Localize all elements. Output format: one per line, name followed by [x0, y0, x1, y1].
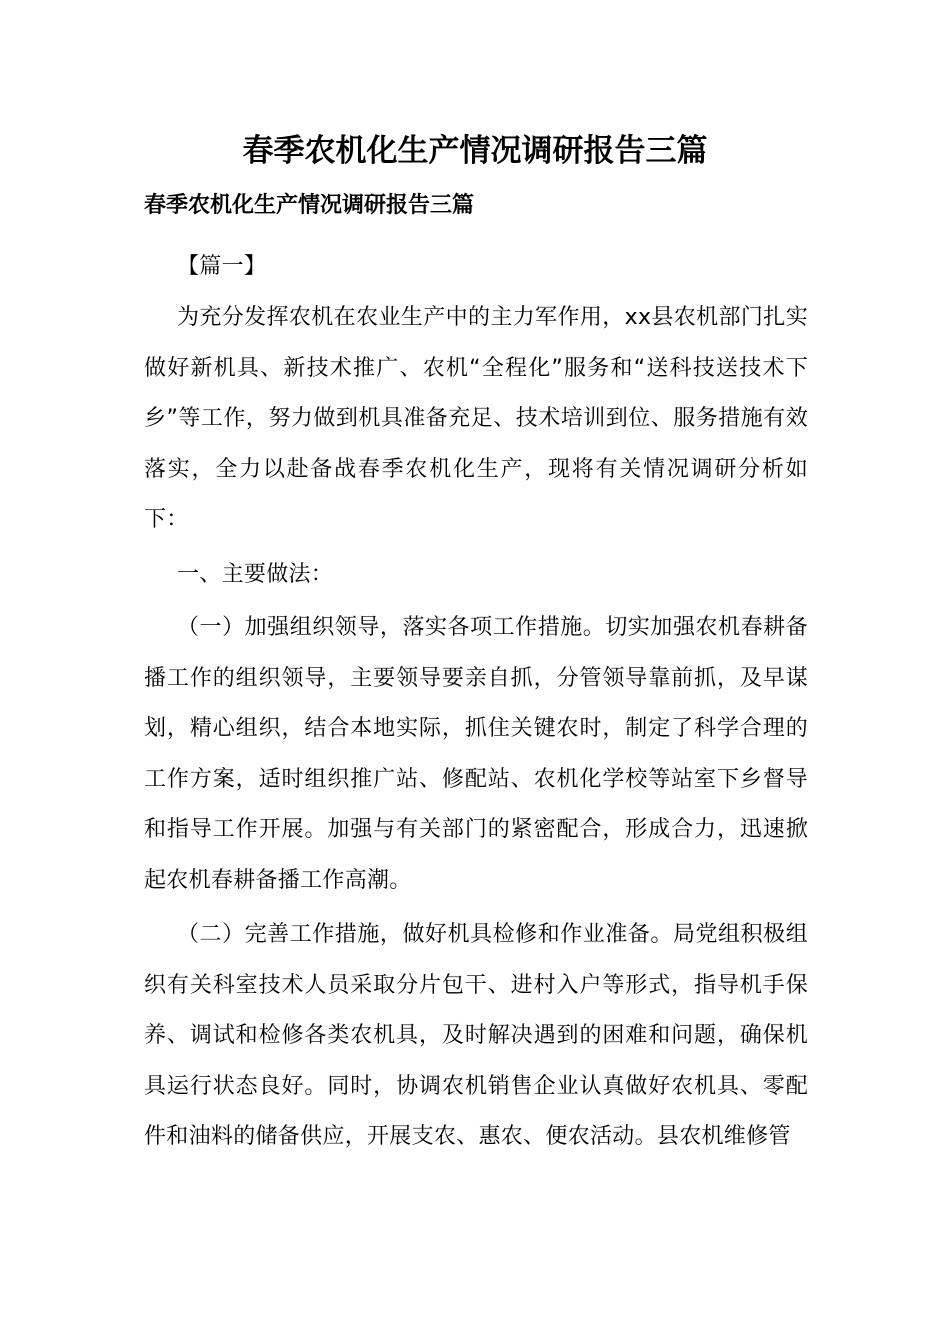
document-subtitle: 春季农机化生产情况调研报告三篇	[144, 193, 475, 218]
document-title: 春季农机化生产情况调研报告三篇	[242, 133, 708, 169]
paragraph-intro: 为充分发挥农机在农业生产中的主力军作用，xx县农机部门扎实做好新机具、新技术推广、农机“全程化”服务和“送科技送技术下乡”等工作，努力做到机具准备充足、技术培训到位、服务措施有效落实，全力以赴备战春季农机化生产，现将有关情况调研分析如下：	[144, 305, 808, 532]
heading-main-practices: 一、主要做法：	[177, 562, 334, 587]
section-label: 【篇一】	[177, 254, 267, 279]
paragraph-organization: （一）加强组织领导，落实各项工作措施。切实加强农机春耕备播工作的组织领导，主要领导要亲自抓，分管领导靠前抓，及早谋划，精心组织，结合本地实际，抓住关键农时，制定了科学合理的工作方案，适时组织推广站、修配站、农机化学校等站室下乡督导和指导工作开展。加强与有关部门的紧密配合，形成合力，迅速掀起农机春耕备播工作高潮。	[144, 615, 808, 893]
paragraph-measures: （二）完善工作措施，做好机具检修和作业准备。局党组积极组织有关科室技术人员采取分片包干、进村入户等形式，指导机手保养、调试和检修各类农机具，及时解决遇到的困难和问题，确保机具运行状态良好。同时，协调农机销售企业认真做好农机具、零配件和油料的储备供应，开展支农、惠农、便农活动。县农机维修管	[144, 922, 808, 1149]
